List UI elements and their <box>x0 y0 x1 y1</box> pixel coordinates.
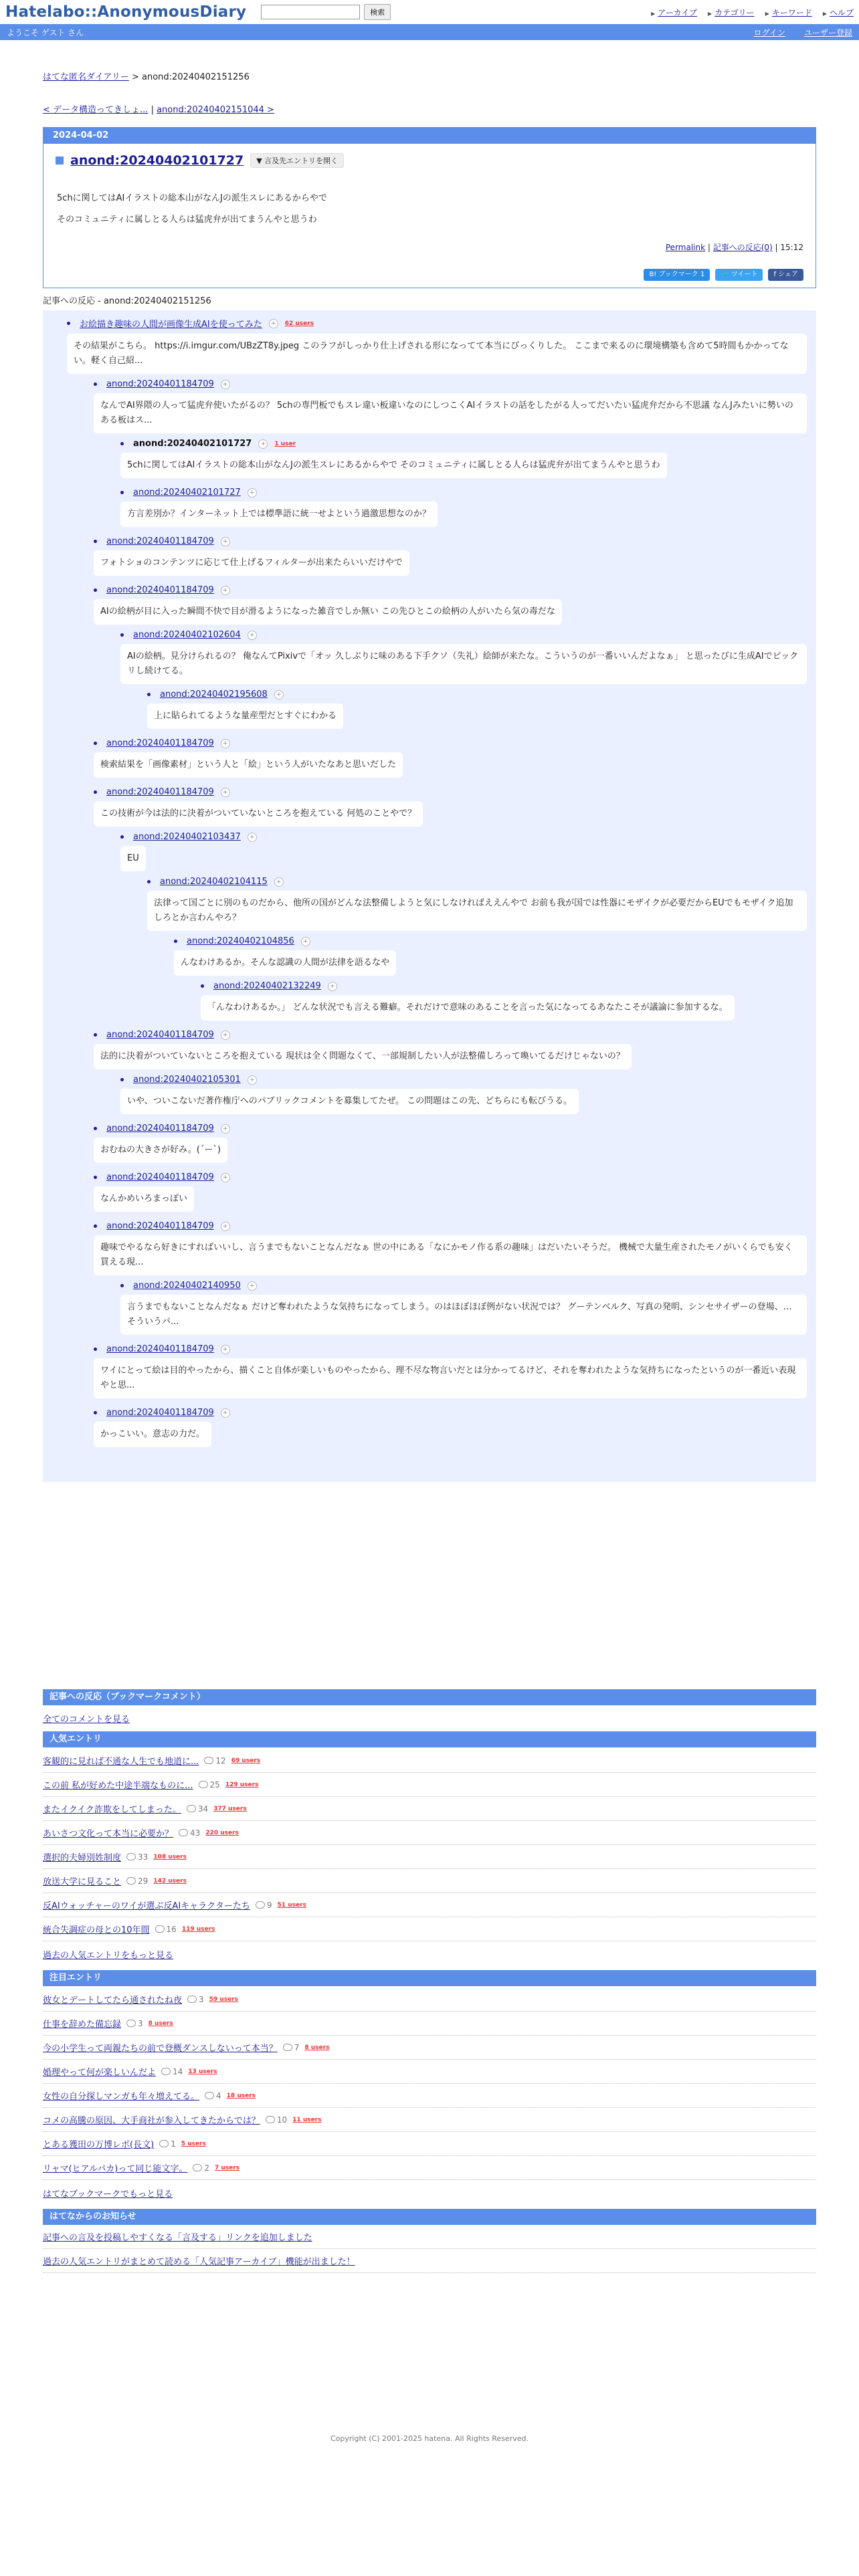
notice-link[interactable]: 記事への言及を投稿しやすくなる「言及する」リンクを追加しました <box>43 2233 312 2243</box>
reaction-head <box>120 1075 807 1085</box>
reaction-item <box>94 787 807 1021</box>
reaction-head <box>67 317 807 330</box>
bookmark-users-badge[interactable]: 377 users <box>213 1805 247 1812</box>
comment-count-value: 10 <box>276 2115 288 2125</box>
reaction-text: EU <box>120 846 146 871</box>
reaction-children <box>94 1281 807 1335</box>
nav-archive-link[interactable]: ▶ アーカイブ <box>651 7 697 18</box>
hatena-bookmark-button[interactable]: B! ブックマーク 1 <box>644 269 710 281</box>
reaction-head <box>201 981 807 991</box>
comment-bubble-icon <box>126 1877 136 1885</box>
reaction-head <box>174 936 807 946</box>
popular-entry-row <box>43 1749 816 1773</box>
reaction-children <box>94 832 807 1021</box>
expand-toggle-icon[interactable]: + <box>248 1075 257 1085</box>
reaction-text: AIの絵柄。見分けられるの？ 俺なんてPixivで「オッ 久しぶりに味のある下手クソ（失礼）絵師が来たな。こういうのが一番いいんだよなぁ」 と思ったびに生成AIでビックリし続けてる。 <box>120 644 807 684</box>
expand-toggle-icon[interactable]: + <box>221 380 230 389</box>
comment-bubble-icon <box>159 2140 169 2147</box>
reaction-text: ワイにとって絵は目的やったから、描くこと自体が楽しいものやったから、理不尽な物言いだとは分かってるけど、それを奪われたような気持ちになったというのが一番近い表現やと思... <box>94 1358 807 1398</box>
meta-separator: | <box>772 243 781 252</box>
reaction-item <box>94 738 807 778</box>
hot-entry-row <box>43 2084 816 2108</box>
pager-separator: | <box>148 105 157 115</box>
hot-entry-link[interactable]: 仕事を辞めた備忘録 <box>43 2020 122 2030</box>
reaction-head <box>94 1123 807 1134</box>
prev-entry-link[interactable]: < データ構造ってきしょ... <box>43 105 149 115</box>
expand-toggle-icon[interactable]: + <box>301 937 310 946</box>
comment-bubble-icon <box>179 1829 188 1836</box>
reaction-title-link[interactable]: anond:20240402104115 <box>160 877 268 887</box>
expand-toggle-icon[interactable]: + <box>221 537 230 546</box>
welcome-text: ようこそ ゲスト さん <box>7 27 84 37</box>
nav-category-link[interactable]: ▶ カテゴリー <box>708 7 755 18</box>
square-icon <box>56 156 64 165</box>
breadcrumb-home-link[interactable]: はてな匿名ダイアリー <box>43 72 129 82</box>
reaction-head <box>94 1172 807 1182</box>
reaction-head <box>94 536 807 546</box>
hot-entry-link[interactable]: コメの高騰の原因、大手商社が参入してきたからでは？ <box>43 2116 260 2126</box>
comment-bubble-icon <box>193 2164 202 2171</box>
expand-toggle-icon[interactable]: + <box>221 739 230 748</box>
popular-entry-link[interactable]: 放送大学に見ること <box>43 1877 122 1887</box>
reaction-title-link[interactable]: anond:20240401184709 <box>106 1172 214 1182</box>
more-hot-link[interactable]: はてなブックマークでもっと見る <box>43 2189 173 2199</box>
expand-toggle-icon[interactable]: + <box>248 1281 257 1291</box>
reaction-head <box>147 689 807 700</box>
bookmark-users-badge[interactable]: 220 users <box>205 1829 239 1836</box>
entry-text <box>56 188 803 231</box>
comment-count-value: 16 <box>166 1924 177 1934</box>
reaction-item <box>174 936 807 1021</box>
hot-entry-link[interactable]: 彼女とデートしてたら通されたね夜 <box>43 1996 183 2006</box>
entry-meta <box>56 241 803 253</box>
search-box <box>261 4 391 20</box>
reaction-head <box>94 1408 807 1418</box>
twitter-bird-icon: 🐦 <box>721 271 729 278</box>
reaction-text: なんでAI界隈の人って猛虎弁使いたがるの？ 5chの専門板でもスレ違い板違いなのにしつこくAIイラストの話をしたがる人ってだいたい猛虎弁だから不思議 なんJみたいに勢いのある板はス... <box>94 393 807 433</box>
popular-entry-link[interactable]: この前 私が好めた中途半端なものに... <box>43 1781 193 1791</box>
reactions-heading: 記事への反応 - anond:20240402151256 <box>43 296 211 306</box>
reaction-head <box>94 585 807 595</box>
expand-toggle-icon[interactable]: + <box>221 1408 230 1418</box>
comment-count <box>187 1995 204 2004</box>
bookmark-users-badge[interactable]: 62 users <box>284 320 314 327</box>
reaction-item <box>120 630 807 729</box>
comment-count-value: 29 <box>138 1876 149 1886</box>
site-logo[interactable]: Hatelabo::AnonymousDiary <box>5 3 247 21</box>
reaction-text: かっこいい。意志の力だ。 <box>94 1422 211 1447</box>
comment-count <box>205 2091 221 2101</box>
entry-pager <box>43 102 816 115</box>
reaction-item <box>94 1123 807 1163</box>
popular-entry-link[interactable]: 反AIウォッチャーのワイが選ぶ反AIキャラクターたち <box>43 1901 250 1911</box>
comment-bubble-icon <box>126 1853 136 1860</box>
reaction-item <box>94 1221 807 1335</box>
comment-count <box>155 1925 177 1934</box>
entry-body <box>43 144 816 288</box>
reaction-text: 5chに関してはAIイラストの総本山がなんJの派生スレにあるからやで そのコミュニティに属しとる人らは猛虎弁が出てまうんやと思うわ <box>120 453 667 478</box>
comment-count-value: 9 <box>266 1900 272 1910</box>
bookmark-users-badge[interactable]: 69 users <box>231 1757 261 1764</box>
expand-toggle-icon[interactable]: + <box>269 319 278 328</box>
comment-count <box>266 2115 287 2125</box>
tweet-button[interactable] <box>715 269 763 281</box>
reaction-title-link[interactable]: anond:20240402101727 <box>133 488 241 498</box>
comment-bubble-icon <box>256 1901 265 1909</box>
hot-entry-row <box>43 2108 816 2132</box>
hot-entry-row <box>43 2012 816 2036</box>
comment-count-value: 34 <box>197 1804 209 1814</box>
hot-entry-link[interactable]: 女性の自分探しマンガも年々増えてる。 <box>43 2092 200 2102</box>
reaction-title-link[interactable]: anond:20240401184709 <box>106 1408 214 1418</box>
expand-toggle-icon[interactable]: + <box>221 788 230 797</box>
reaction-children <box>120 877 807 1021</box>
breadcrumb-separator: > <box>128 72 142 82</box>
hot-entries-heading: 注目エントリ <box>43 1970 816 1986</box>
facebook-share-button[interactable] <box>768 269 803 281</box>
reaction-item <box>120 488 807 527</box>
comment-bubble-icon <box>155 1925 165 1933</box>
reaction-text: んなわけあるか。そんな認識の人間が法律を語るなや <box>174 950 396 976</box>
comment-count-value: 3 <box>138 2018 143 2028</box>
reaction-head <box>94 1344 807 1354</box>
tweet-label: ツイート <box>731 271 758 278</box>
reaction-title-link[interactable]: anond:20240401184709 <box>106 1123 214 1134</box>
hot-entries-list <box>43 1988 816 2180</box>
reaction-title-link[interactable]: anond:20240401184709 <box>106 787 214 797</box>
entry-title-row <box>56 153 803 168</box>
popular-entry-row <box>43 1917 816 1941</box>
comment-count <box>283 2043 300 2052</box>
reaction-item <box>147 877 807 1021</box>
reaction-text: 言うまでもないことなんだなぁ だけど奪われたような気持ちになってしまう。のはほぼほぼ例がない状況では？ グーテンベルク、写真の発明、シンセサイザーの登場、… そういうパ... <box>120 1295 807 1335</box>
hot-entry-link[interactable]: とある獲田の万博レポ(長文) <box>43 2140 155 2150</box>
all-comments-link[interactable]: 全てのコメントを見る <box>43 1715 130 1725</box>
login-link[interactable]: ログイン <box>753 27 785 37</box>
reaction-children <box>147 936 807 1021</box>
footer-copyright: Copyright (C) 2001-2025 hatena. All Rights Reserved. <box>330 2434 529 2443</box>
sidebar-sections <box>43 1689 816 2273</box>
reaction-title-link[interactable]: anond:20240402105301 <box>133 1075 241 1085</box>
register-link[interactable]: ユーザー登録 <box>803 27 852 37</box>
popular-entry-link[interactable]: 選択的夫婦別姓制度 <box>43 1853 122 1863</box>
reaction-children <box>67 379 807 1447</box>
comment-count <box>193 2163 209 2173</box>
reaction-title-link[interactable]: anond:20240401184709 <box>106 379 214 389</box>
reaction-text: 方言差別か？インターネット上では標準語に統一せよという過激思想なのか？ <box>120 502 438 527</box>
entry-title-link[interactable]: anond:20240402101727 <box>70 153 244 168</box>
popular-entry-row <box>43 1773 816 1797</box>
bookmark-users-badge[interactable]: 8 users <box>304 2044 330 2051</box>
reaction-text: 趣味でやるなら好きにすればいいし、言うまでもないことなんだなぁ 世の中にある「なにかモノ作る系の趣味」はだいたいそうだ。 機械で大量生産されたモノがいくらでも安く買える現... <box>94 1235 807 1275</box>
comment-count <box>199 1780 220 1790</box>
facebook-label: シェア <box>778 271 798 278</box>
reaction-tree-root <box>43 317 816 1447</box>
popular-entries-list <box>43 1749 816 1941</box>
reaction-item <box>201 981 807 1021</box>
meta-separator: | <box>705 243 713 252</box>
comment-count <box>126 1876 148 1886</box>
reaction-head <box>120 832 807 842</box>
reaction-item <box>94 536 807 576</box>
hot-entry-row <box>43 2036 816 2060</box>
hot-entry-row <box>43 1988 816 2012</box>
bookmark-users-badge[interactable]: 18 users <box>226 2092 256 2099</box>
popular-entry-row <box>43 1845 816 1869</box>
reaction-title-link[interactable]: anond:20240401184709 <box>106 738 214 748</box>
bookmark-users-badge[interactable]: 1 user <box>274 440 296 447</box>
breadcrumb-current: anond:20240402151256 <box>142 72 250 82</box>
reaction-children <box>174 981 807 1021</box>
reaction-item <box>120 832 807 1021</box>
expand-toggle-icon[interactable]: + <box>258 439 268 449</box>
reaction-text: 「んなわけあるか。」 どんな状況でも言える難癖。それだけで意味のあることを言った気になってるあなたこそが議論に参加するな。 <box>201 995 735 1021</box>
reaction-title-link[interactable]: anond:20240402101727 <box>133 439 252 449</box>
reaction-text: その結果がこちら。 https://i.imgur.com/UBzZT8y.jpeg このラフがしっかり仕上げされる形になってて本当にびっくりした。 ここまで来るのに環境構築も含めて5時間もかかってない。軽く自己紹... <box>67 334 807 374</box>
expand-toggle-icon[interactable]: + <box>274 690 284 700</box>
reaction-text: いや、ついこないだ著作権庁へのパブリックコメントを募集してたぜ。 この問題はこの先、どちらにも転びうる。 <box>120 1089 579 1114</box>
reaction-text: 法的に決着がついていないところを抱えている 現状は全く問題なくて、一部規制したい人が法整備しろって喚いてるだけじゃないの？ <box>94 1044 632 1069</box>
entry-line: そのコミュニティに属しとる人らは猛虎弁が出てまうんやと思うわ <box>57 215 317 225</box>
expand-toggle-icon[interactable]: + <box>221 1222 230 1231</box>
comment-count-value: 25 <box>209 1780 220 1790</box>
nav-help-link[interactable]: ▶ ヘルプ <box>823 7 854 18</box>
comment-count <box>161 2067 183 2076</box>
bookmark-users-badge[interactable]: 129 users <box>225 1781 259 1788</box>
reaction-title-link[interactable]: anond:20240402132249 <box>213 981 321 991</box>
main-content <box>43 70 816 288</box>
bookmark-users-badge[interactable]: 59 users <box>209 1996 238 2003</box>
reaction-title-link[interactable]: anond:20240402140950 <box>133 1281 241 1291</box>
notice-row <box>43 2249 816 2273</box>
bookmark-users-badge[interactable]: 5 users <box>181 2140 206 2147</box>
reaction-children <box>120 689 807 729</box>
popular-entry-row <box>43 1893 816 1917</box>
reactions-link[interactable]: 記事への反応(0) <box>712 243 773 252</box>
entry-line: 5chに関してはAIイラストの総本山がなんJの派生スレにあるからやで <box>57 193 327 203</box>
entry-box <box>43 127 816 288</box>
expand-toggle-icon[interactable]: + <box>221 1173 230 1182</box>
comment-count <box>204 1756 225 1765</box>
reaction-head <box>94 1221 807 1231</box>
reaction-tree <box>43 310 816 1482</box>
reaction-text: 上に貼られてるような量産型だとすぐにわかる <box>147 704 343 729</box>
reaction-title-link[interactable]: anond:20240401184709 <box>106 536 214 546</box>
comment-bubble-icon <box>126 2020 136 2027</box>
comment-count-value: 43 <box>190 1828 201 1838</box>
bookmark-users-badge[interactable]: 108 users <box>153 1853 187 1860</box>
comment-count <box>126 1852 148 1862</box>
reaction-item <box>147 689 807 729</box>
comment-count-value: 3 <box>199 1994 204 2004</box>
hot-entry-link[interactable]: 婚理やって何が楽しいんだよ <box>43 2068 157 2078</box>
comment-count-value: 33 <box>138 1852 149 1862</box>
comment-bubble-icon <box>283 2044 292 2051</box>
bookmark-users-badge[interactable]: 8 users <box>148 2020 173 2027</box>
comment-count <box>179 1828 200 1838</box>
expand-toggle-icon[interactable]: + <box>248 631 257 640</box>
reaction-title-link[interactable]: anond:20240402102604 <box>133 630 241 640</box>
reaction-title-link[interactable]: anond:20240401184709 <box>106 1221 214 1231</box>
comment-bubble-icon <box>187 1805 196 1812</box>
reaction-text: おむねの大きさが好み。(´ー`) <box>94 1138 227 1163</box>
popular-entry-link[interactable]: 客観的に見れば不通な人生でも地道に... <box>43 1757 199 1767</box>
popular-entries-heading: 人気エントリ <box>43 1731 816 1747</box>
reaction-item <box>120 1281 807 1335</box>
entry-time: 15:12 <box>780 243 803 252</box>
reaction-head <box>120 1281 807 1291</box>
nav-keyword-link[interactable]: ▶ キーワード <box>765 7 812 18</box>
bookmark-comments-heading: 記事への反応（ブックマークコメント） <box>43 1689 816 1705</box>
expand-toggle-icon[interactable]: + <box>274 877 284 887</box>
entry-date: 2024-04-02 <box>43 128 816 144</box>
reaction-text: AIの絵柄が目に入った瞬間不快で目が滑るようになった雑音でしか無い この先ひとこの絵柄の人がいたら気の毒だな <box>94 599 562 625</box>
popular-entry-link[interactable]: 統合失調症の母との10年間 <box>43 1925 150 1935</box>
reaction-item <box>94 1172 807 1212</box>
bookmark-users-badge[interactable]: 51 users <box>277 1901 306 1909</box>
comment-bubble-icon <box>199 1781 208 1788</box>
reactions-area <box>43 294 816 1482</box>
reaction-text: 法律って国ごとに別のものだから、他所の国がどんな法整備しようと気にしなければええんやで お前も我が国では性器にモザイクが必要だからEUでもモザイク追加しろとか言わんやろ？ <box>147 891 807 931</box>
top-nav <box>651 7 854 18</box>
comment-bubble-icon <box>161 2068 171 2075</box>
reaction-head <box>94 379 807 389</box>
expand-toggle-icon[interactable]: + <box>221 586 230 595</box>
comment-count-value: 4 <box>216 2090 221 2101</box>
popular-entry-row <box>43 1821 816 1845</box>
search-input[interactable] <box>261 5 360 19</box>
user-bar <box>0 24 859 40</box>
reaction-children <box>94 1075 807 1114</box>
reaction-head <box>147 877 807 887</box>
comment-count <box>126 2019 143 2028</box>
reaction-item <box>94 379 807 527</box>
comment-count <box>256 1901 272 1910</box>
reaction-head <box>120 488 807 498</box>
reaction-text: 検索結果を「画像素材」という人と「絵」という人がいたなあと思いだした <box>94 752 403 778</box>
bookmark-users-badge[interactable]: 13 users <box>188 2068 217 2075</box>
expand-toggle-icon[interactable]: + <box>248 488 257 498</box>
comment-bubble-icon <box>205 2092 214 2099</box>
popular-entry-link[interactable]: またイクイク詐欺をしてしまった。 <box>43 1805 181 1815</box>
reaction-head <box>94 1030 807 1040</box>
reaction-title-link[interactable]: anond:20240401184709 <box>106 1344 214 1354</box>
notices-heading: はてなからのお知らせ <box>43 2209 816 2225</box>
expand-toggle-icon[interactable]: + <box>221 1124 230 1134</box>
bookmark-users-badge[interactable]: 119 users <box>181 1925 215 1933</box>
expand-toggle-icon[interactable]: + <box>221 1031 230 1040</box>
comment-bubble-icon <box>204 1757 213 1764</box>
reaction-title-link[interactable]: anond:20240401184709 <box>106 585 214 595</box>
hot-entry-link[interactable]: 今の小学生って両親たちの前で登概ダンスしないって本当？ <box>43 2044 278 2054</box>
reaction-text: この技術が今は法的に決着がついていないところを抱えている 何処のことやで？ <box>94 801 423 827</box>
hot-entry-row <box>43 2156 816 2180</box>
reaction-root-title-link[interactable]: お絵描き趣味の人間が画像生成AIを使ってみた <box>80 320 262 330</box>
comment-bubble-icon <box>266 2116 275 2123</box>
reaction-text: なんかめいろまっぽい <box>94 1186 194 1212</box>
open-referenced-entry-button[interactable]: ▼ 言及先エントリを開く <box>250 153 344 168</box>
reaction-item <box>94 1030 807 1114</box>
bookmark-users-badge[interactable]: 7 users <box>214 2164 240 2171</box>
reaction-item <box>120 439 807 478</box>
expand-toggle-icon[interactable]: + <box>328 982 337 991</box>
expand-toggle-icon[interactable]: + <box>248 833 257 842</box>
permalink-link[interactable]: Permalink <box>665 243 706 252</box>
comment-count <box>159 2139 176 2149</box>
comment-count-value: 12 <box>215 1755 226 1765</box>
share-bar <box>56 269 803 281</box>
notice-link[interactable]: 過去の人気エントリがまとめて読める「人気記事アーカイブ」機能が出ました！ <box>43 2257 355 2267</box>
comment-count-value: 14 <box>173 2066 183 2076</box>
reaction-title-link[interactable]: anond:20240402103437 <box>133 832 241 842</box>
reaction-head <box>120 630 807 640</box>
reaction-title-link[interactable]: anond:20240402195608 <box>160 689 268 700</box>
reaction-children <box>94 439 807 527</box>
comment-count-value: 2 <box>204 2163 209 2173</box>
search-button[interactable]: 検索 <box>364 4 391 20</box>
facebook-f-icon: f <box>773 271 776 278</box>
bookmark-users-badge[interactable]: 11 users <box>292 2116 322 2123</box>
hot-entry-link[interactable]: リャマ(ヒアルパカ)って同じ能文字。 <box>43 2164 188 2174</box>
notice-row <box>43 2225 816 2249</box>
next-entry-link[interactable]: anond:20240402151044 > <box>157 105 274 115</box>
more-popular-link[interactable]: 過去の人気エントリをもっと見る <box>43 1951 174 1961</box>
comment-bubble-icon <box>187 1996 197 2003</box>
hot-entry-row <box>43 2060 816 2084</box>
bookmark-users-badge[interactable]: 142 users <box>153 1877 187 1885</box>
comment-count-value: 1 <box>171 2139 176 2149</box>
reaction-head <box>120 439 807 449</box>
reaction-head <box>94 738 807 748</box>
popular-entry-row <box>43 1869 816 1893</box>
reaction-item <box>94 1344 807 1398</box>
reaction-title-link[interactable]: anond:20240401184709 <box>106 1030 214 1040</box>
hot-entry-row <box>43 2132 816 2156</box>
reaction-children <box>94 630 807 729</box>
reaction-root <box>67 317 807 1447</box>
reaction-head <box>94 787 807 797</box>
reaction-item <box>94 1408 807 1447</box>
reaction-title-link[interactable]: anond:20240402104856 <box>187 936 294 946</box>
popular-entry-link[interactable]: あいさつ文化って本当に必要か？ <box>43 1829 174 1839</box>
top-bar <box>0 0 859 24</box>
reaction-item <box>94 585 807 729</box>
expand-toggle-icon[interactable]: + <box>221 1345 230 1354</box>
comment-count-value: 7 <box>294 2042 300 2052</box>
breadcrumb <box>43 70 816 82</box>
comment-count <box>187 1804 208 1814</box>
reaction-text: フォトショのコンテンツに応じて仕上げるフィルターが出来たらいいだけやで <box>94 550 409 576</box>
popular-entry-row <box>43 1797 816 1821</box>
reaction-item <box>120 1075 807 1114</box>
